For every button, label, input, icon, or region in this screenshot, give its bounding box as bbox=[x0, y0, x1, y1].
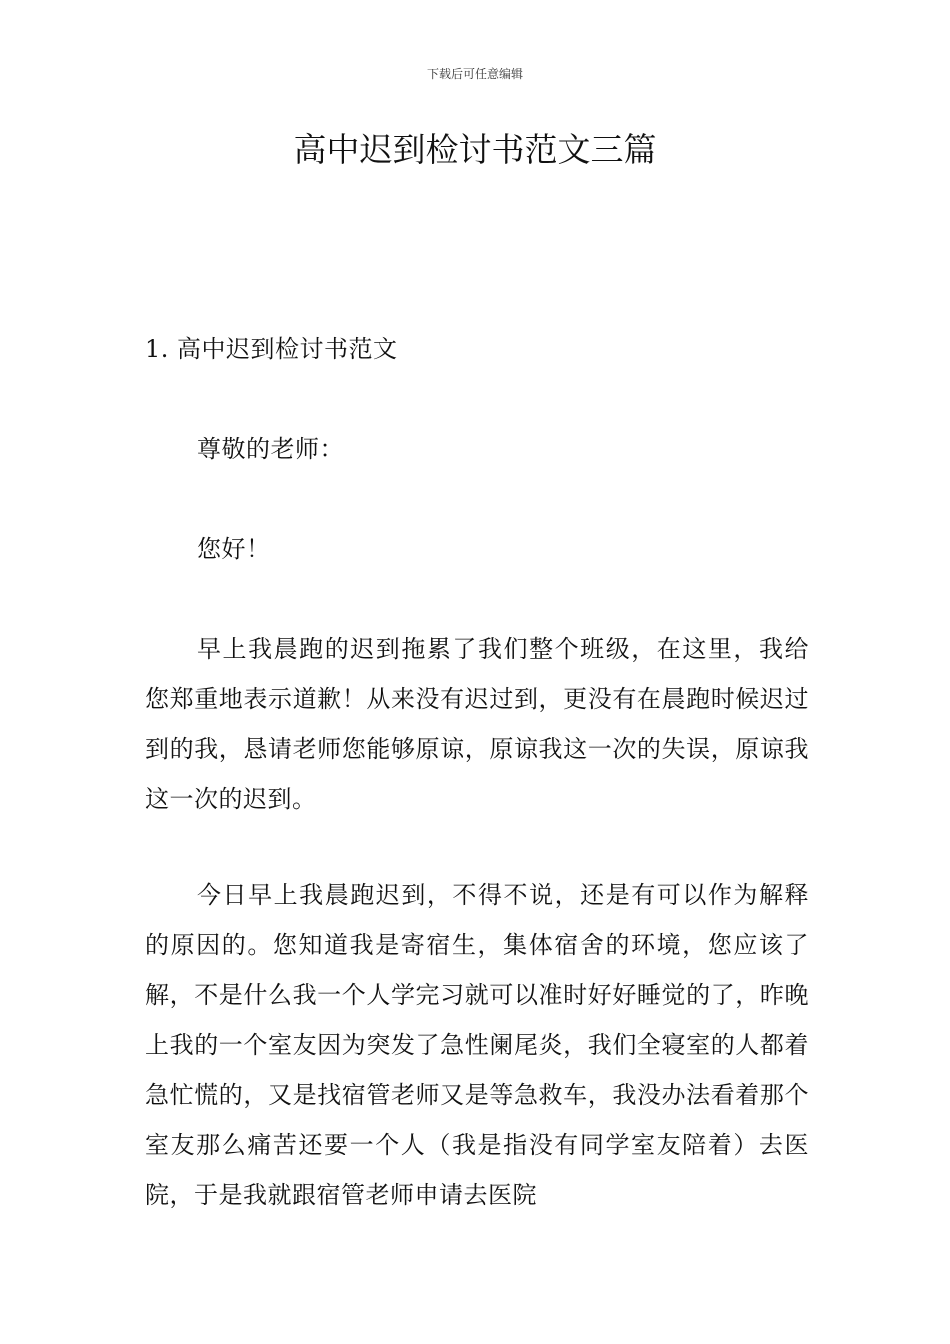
greeting: 您好！ bbox=[197, 535, 271, 563]
salutation: 尊敬的老师： bbox=[197, 435, 344, 463]
document-title: 高中迟到检讨书范文三篇 bbox=[293, 130, 657, 169]
page-header-note: 下载后可任意编辑 bbox=[426, 67, 523, 81]
body-paragraph: 今日早上我晨跑迟到，不得不说，还是有可以作为解释的原因的。您知道我是寄宿生，集体宿舍的环境，您应该了解，不是什么我一个人学完习就可以准时好好睡觉的了，昨晚上我的一个室友因为突发了急性阑尾炎，我们全寝室的人都着急忙慌的，又是找宿管老师又是等急救车，我没办法看着那个室友那么痛苦还要一个人（我是指没有同学室友陪着）去医院，于是我就跟宿管老师申请去医院 bbox=[145, 881, 809, 1209]
section-heading: 1. 高中迟到检讨书范文 bbox=[145, 335, 398, 363]
body-paragraph: 早上我晨跑的迟到拖累了我们整个班级，在这里，我给您郑重地表示道歉！从来没有迟过到，更没有在晨跑时候迟过到的我，恳请老师您能够原谅，原谅我这一次的失误，原谅我这一次的迟到。 bbox=[145, 635, 809, 813]
